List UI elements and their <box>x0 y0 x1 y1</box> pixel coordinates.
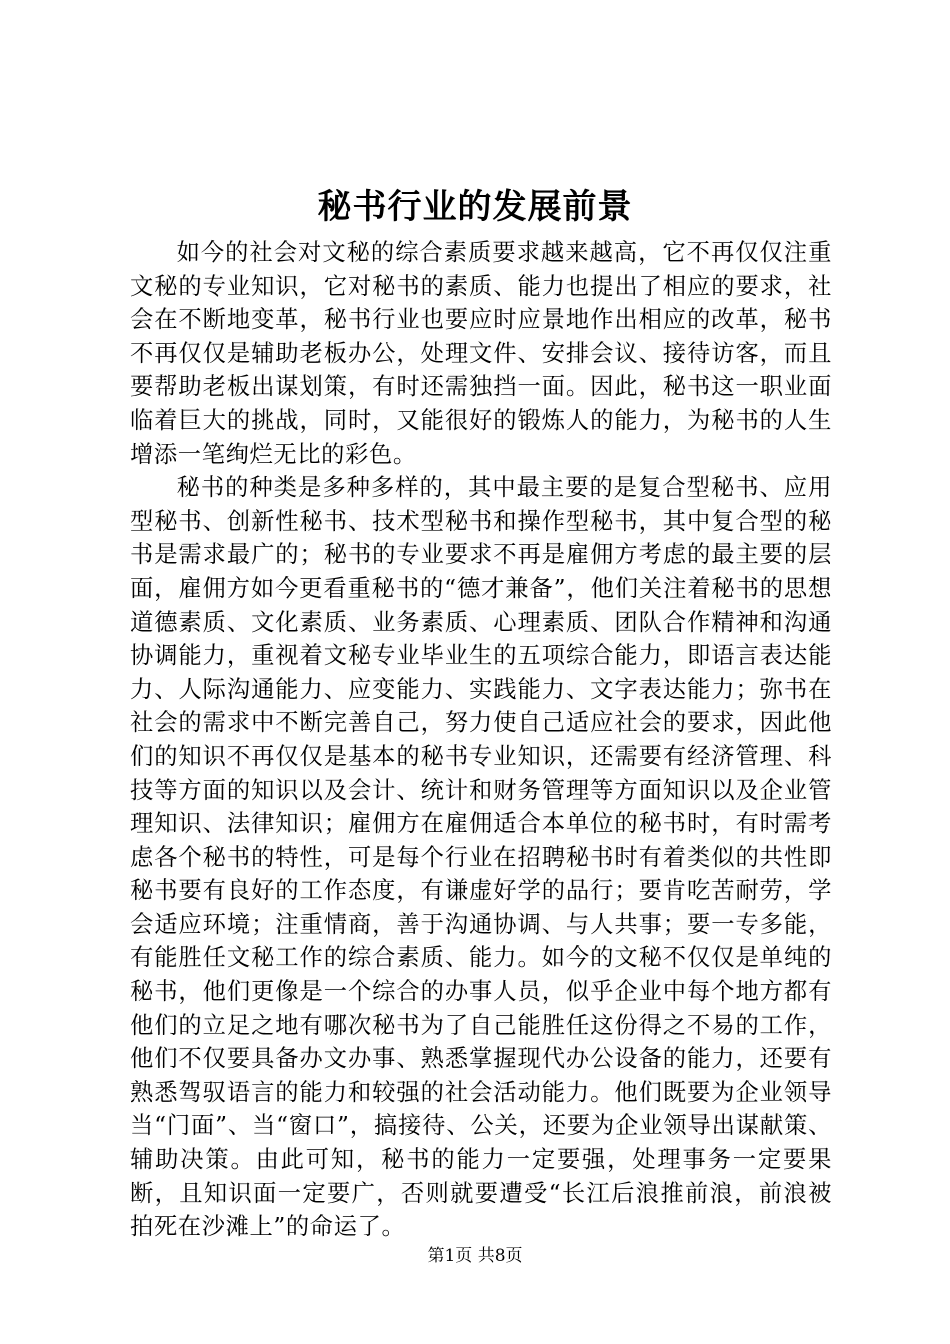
page-number-footer: 第1页 共8页 <box>427 1246 523 1266</box>
paragraph-1: 如今的社会对文秘的综合素质要求越来越高，它不再仅仅注重文秘的专业知识，它对秘书的素质、能力也提出了相应的要求，社会在不断地变革，秘书行业也要应时应景地作出相应的改革，秘书不再仅仅是辅助老板办公，处理文件、安排会议、接待访客，而且要帮助老板出谋划策，有时还需独挡一面。因此，秘书这一职业面临着巨大的挑战，同时，又能很好的锻炼人的能力，为秘书的人生增添一笔绚烂无比的彩色。 <box>130 239 832 468</box>
document-body <box>130 236 832 1244</box>
paragraph-2: 秘书的种类是多种多样的，其中最主要的是复合型秘书、应用型秘书、创新性秘书、技术型秘书和操作型秘书，其中复合型的秘书是需求最广的；秘书的专业要求不再是雇佣方考虑的最主要的层面，雇佣方如今更看重秘书的“德才兼备”，他们关注着秘书的思想道德素质、文化素质、业务素质、心理素质、团队合作精神和沟通协调能力，重视着文秘专业毕业生的五项综合能力，即语言表达能力、人际沟通能力、应变能力、实践能力、文字表达能力；弥书在社会的需求中不断完善自己，努力使自己适应社会的要求，因此他们的知识不再仅仅是基本的秘书专业知识，还需要有经济管理、科技等方面的知识以及会计、统计和财务管理等方面知识以及企业管理知识、法律知识；雇佣方在雇佣适合本单位的秘书时，有时需考虑各个秘书的特性，可是每个行业在招聘秘书时有着类似的共性即秘书要有良好的工作态度，有谦虚好学的品行；要肯吃苦耐劳，学会适应环境；注重情商，善于沟通协调、与人共事；要一专多能，有能胜任文秘工作的综合素质、能力。如今的文秘不仅仅是单纯的秘书，他们更像是一个综合的办事人员，似乎企业中每个地方都有他们的立足之地有哪次秘书为了自己能胜任这份得之不易的工作，他们不仅要具备办文办事、熟悉掌握现代办公设备的能力，还要有熟悉驾驭语言的能力和较强的社会活动能力。他们既要为企业领导当“门面”、当“窗口”，搞接待、公关，还要为企业领导出谋献策、辅助决策。由此可知，秘书的能力一定要强，处理事务一定要果断，且知识面一定要广，否则就要遭受“长江后浪推前浪，前浪被拍死在沙滩上”的命运了。 <box>130 474 832 1241</box>
document-title: 秘书行业的发展前景 <box>317 187 633 227</box>
